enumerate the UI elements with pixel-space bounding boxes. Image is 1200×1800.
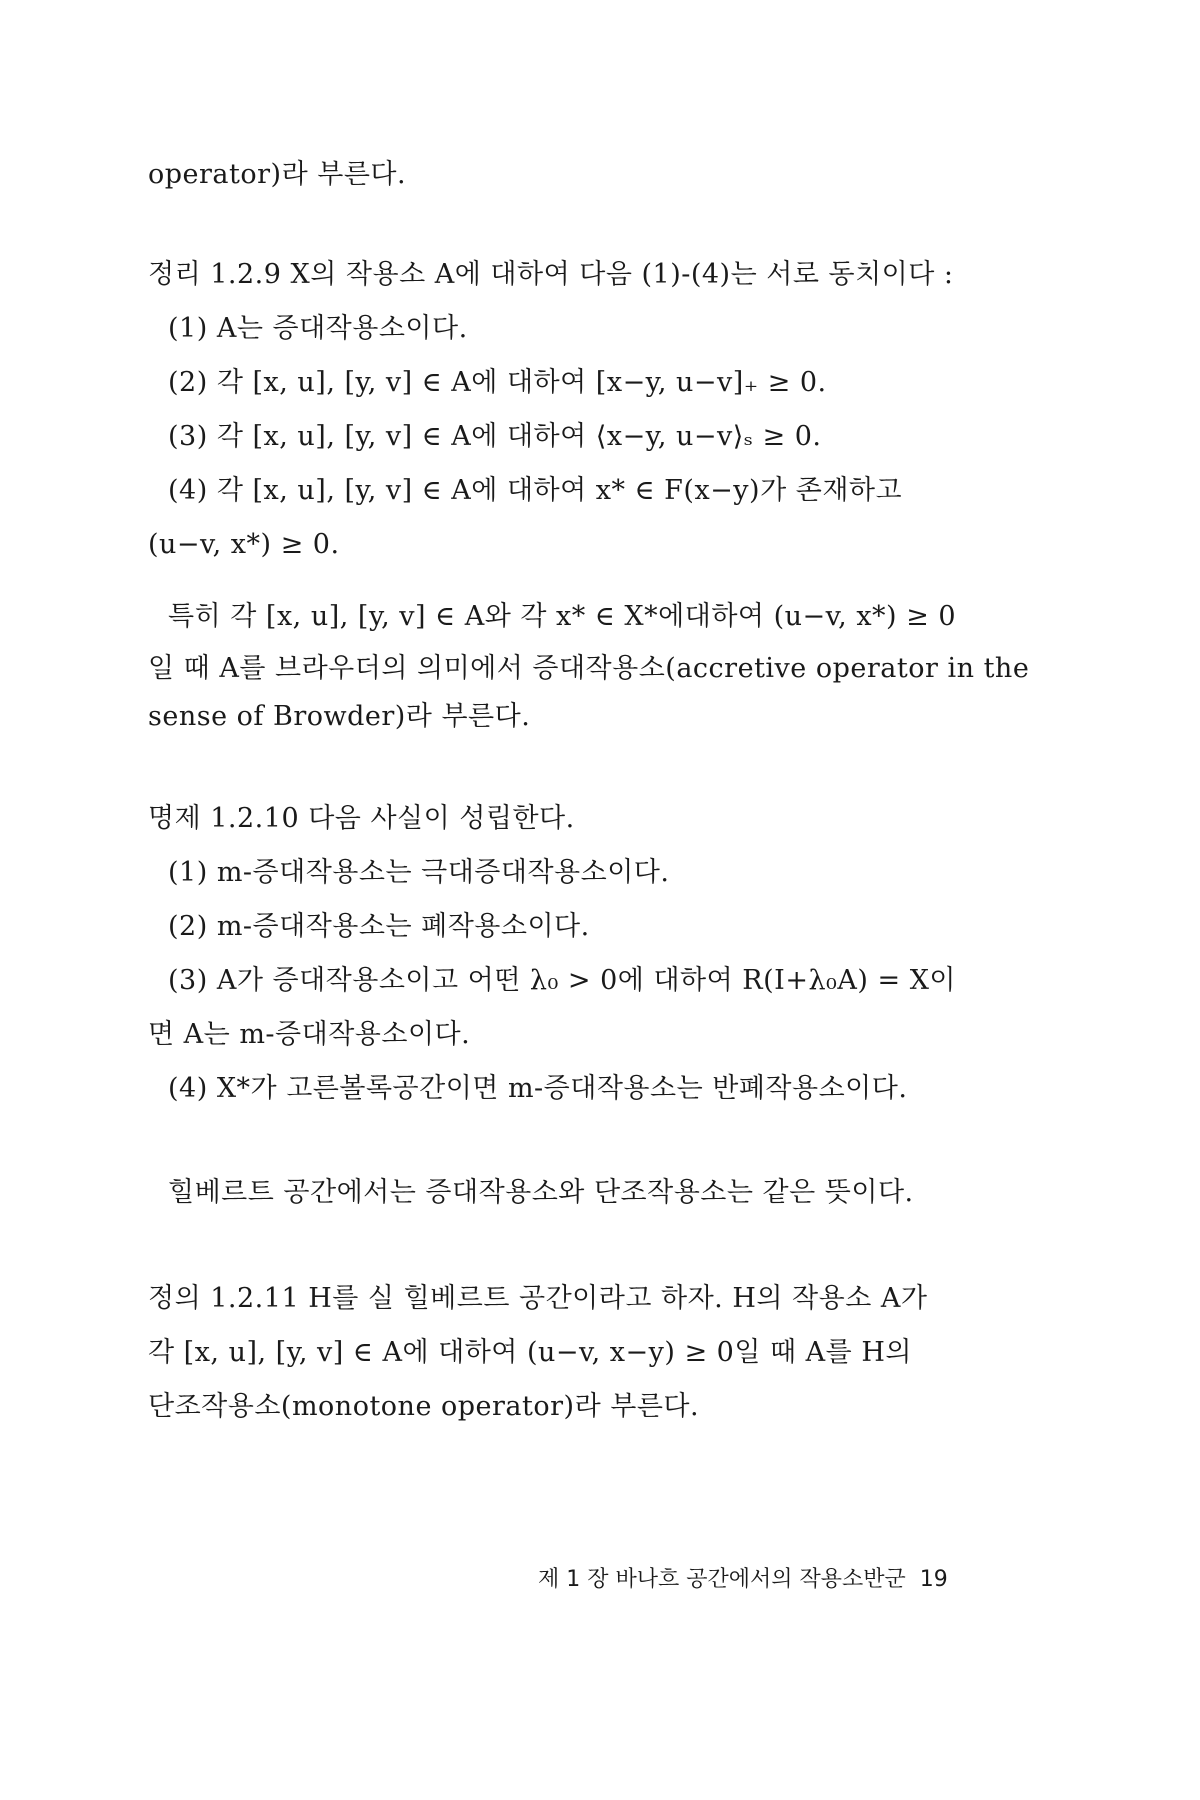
chapter-title: 제 1 장 바나흐 공간에서의 작용소반군 bbox=[538, 1567, 906, 1592]
page-number: 19 bbox=[919, 1567, 948, 1592]
text-line: (1) m-증대작용소는 극대증대작용소이다. bbox=[168, 857, 670, 888]
text-line: (4) X*가 고른볼록공간이면 m-증대작용소는 반폐작용소이다. bbox=[168, 1073, 908, 1104]
text-line: (u−v, x*) ≥ 0. bbox=[148, 529, 340, 560]
proposition-heading: 명제 1.2.10 다음 사실이 성립한다. bbox=[148, 803, 575, 834]
text-line: 특히 각 [x, u], [y, v] ∈ A와 각 x* ∈ X*에대하여 (u−v, x*) ≥ 0 bbox=[168, 601, 957, 632]
definition-heading: 정의 1.2.11 H를 실 힐베르트 공간이라고 하자. H의 작용소 A가 bbox=[148, 1283, 928, 1314]
text-line: (1) A는 증대작용소이다. bbox=[168, 313, 468, 344]
theorem-heading: 정리 1.2.9 X의 작용소 A에 대하여 다음 (1)-(4)는 서로 동치이다 : bbox=[148, 259, 954, 290]
text-line: (3) A가 증대작용소이고 어떤 λ₀ > 0에 대하여 R(I+λ₀A) = X이 bbox=[168, 965, 957, 996]
text-line: (2) m-증대작용소는 폐작용소이다. bbox=[168, 911, 590, 942]
text-line: sense of Browder)라 부른다. bbox=[148, 701, 531, 732]
text-line: 일 때 A를 브라우더의 의미에서 증대작용소(accretive operator in the bbox=[148, 653, 1030, 684]
text-line: 단조작용소(monotone operator)라 부른다. bbox=[148, 1391, 700, 1422]
text-line: 각 [x, u], [y, v] ∈ A에 대하여 (u−v, x−y) ≥ 0일 때 A를 H의 bbox=[148, 1337, 912, 1368]
text-line: (3) 각 [x, u], [y, v] ∈ A에 대하여 ⟨x−y, u−v⟩ₛ ≥ 0. bbox=[168, 421, 822, 452]
page-footer bbox=[538, 1562, 948, 1593]
text-line: (2) 각 [x, u], [y, v] ∈ A에 대하여 [x−y, u−v]₊ ≥ 0. bbox=[168, 367, 827, 398]
text-line: (4) 각 [x, u], [y, v] ∈ A에 대하여 x* ∈ F(x−y)가 존재하고 bbox=[168, 475, 903, 506]
text-line: operator)라 부른다. bbox=[148, 159, 407, 190]
text-line: 면 A는 m-증대작용소이다. bbox=[148, 1019, 471, 1050]
text-line: 힐베르트 공간에서는 증대작용소와 단조작용소는 같은 뜻이다. bbox=[168, 1177, 914, 1208]
